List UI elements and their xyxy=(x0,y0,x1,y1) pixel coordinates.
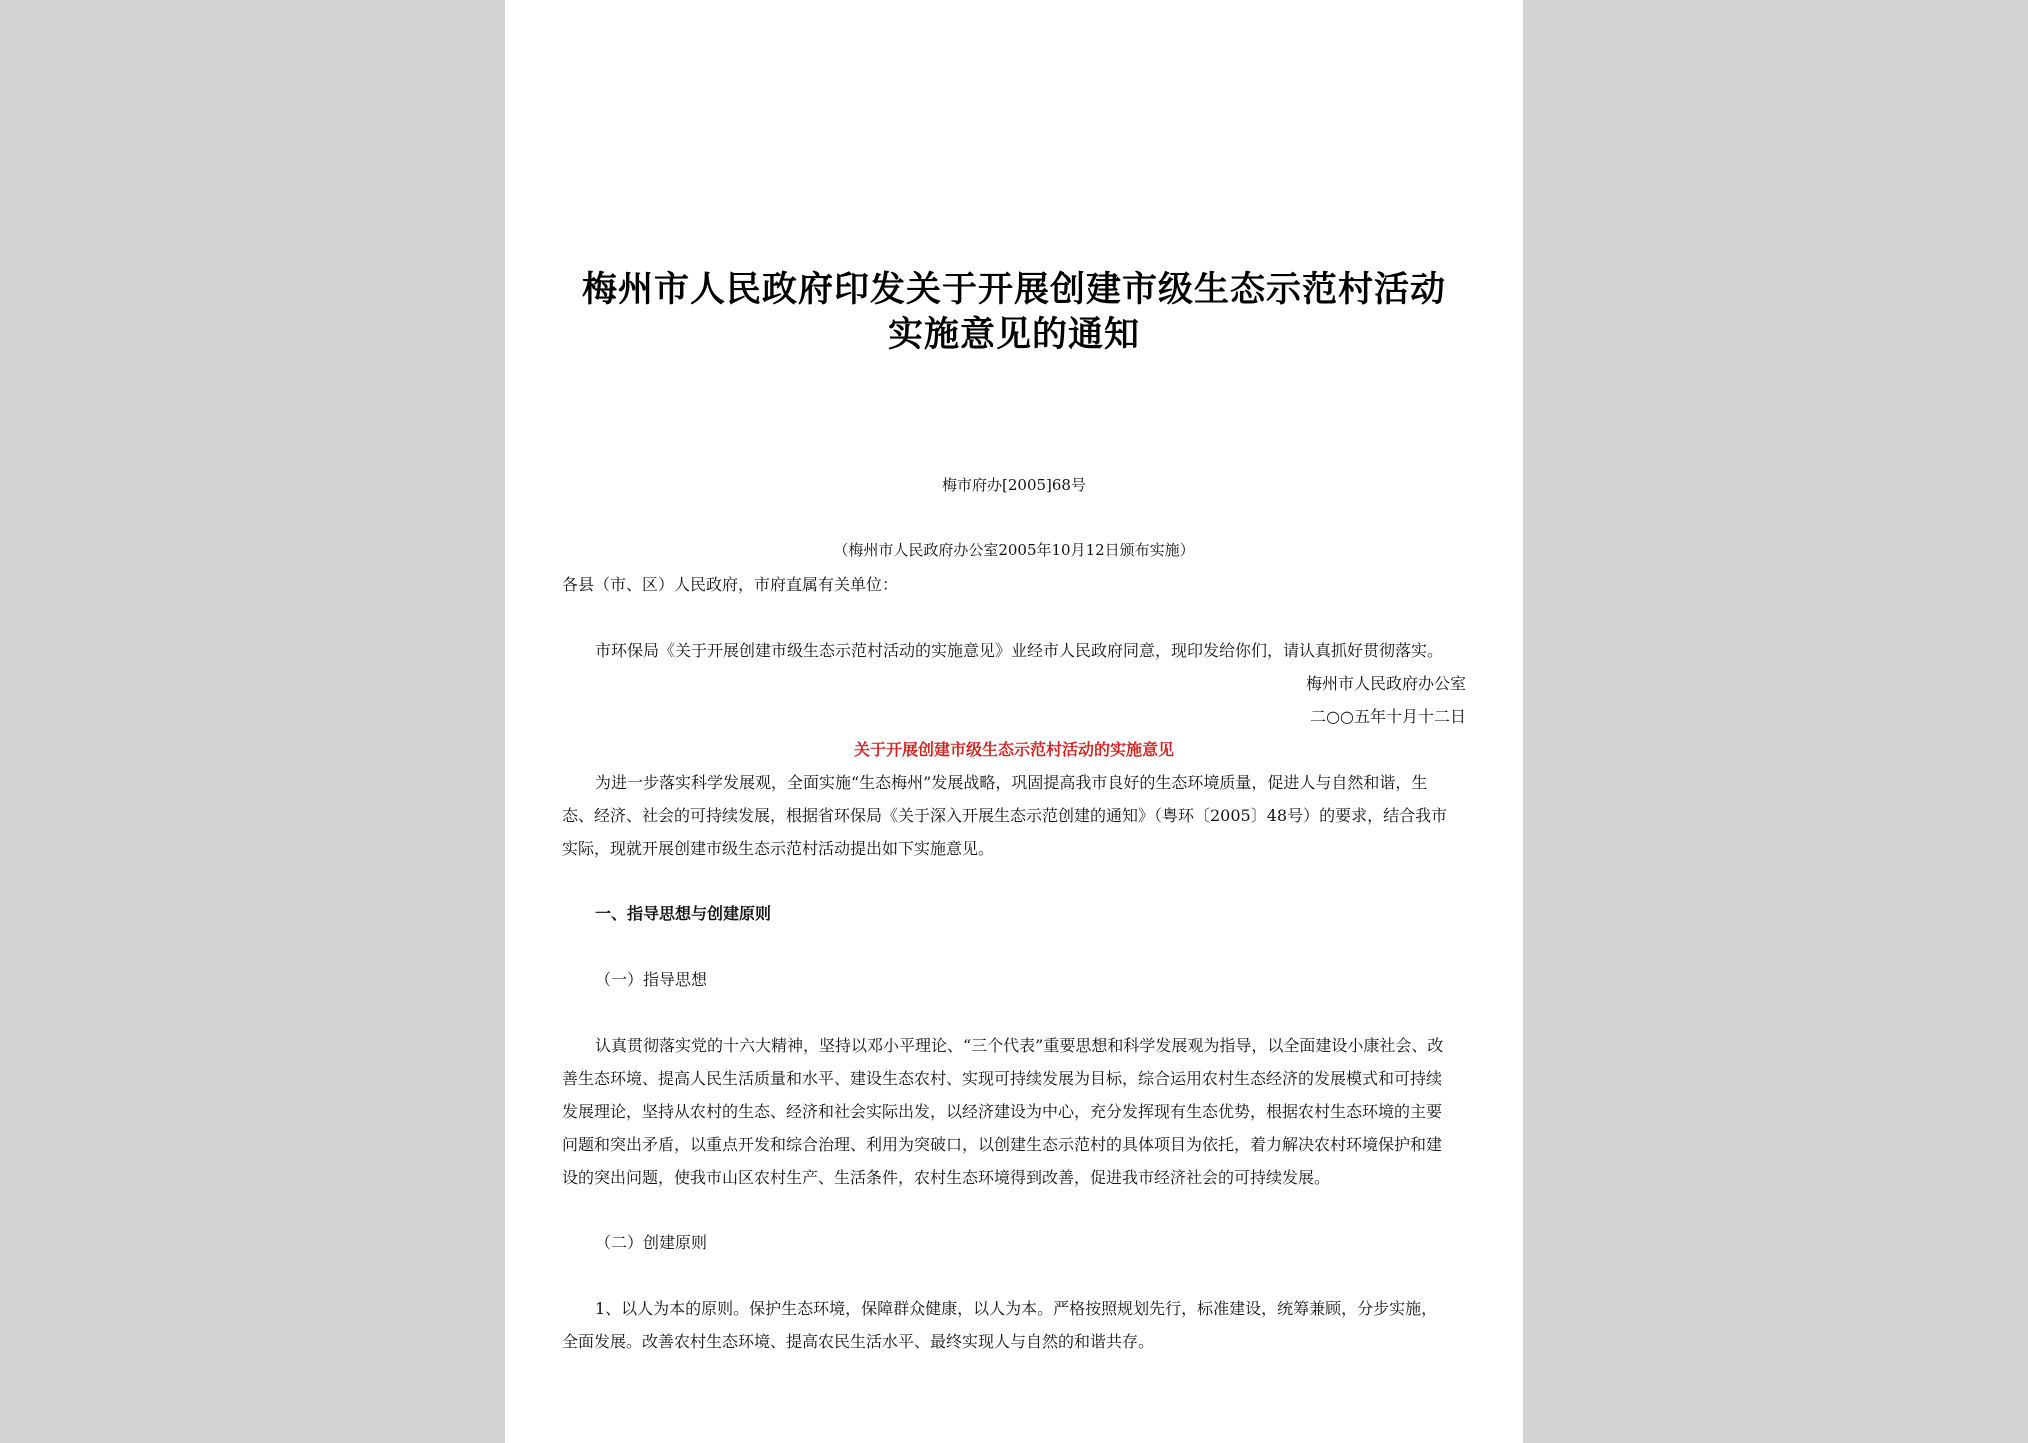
attachment-title: 关于开展创建市级生态示范村活动的实施意见 xyxy=(853,740,1174,759)
subsection-1-heading: （一）指导思想 xyxy=(595,970,708,989)
intro-paragraph: 市环保局《关于开展创建市级生态示范村活动的实施意见》业经市人民政府同意，现印发给你们，请认真抓好贯彻落实。 xyxy=(595,641,1444,660)
paragraph-1-line-2: 态、经济、社会的可持续发展，根据省环保局《关于深入开展生态示范创建的通知》（粤环〔2005〕48号）的要求，结合我市 xyxy=(562,806,1448,825)
paragraph-1-line-1: 为进一步落实科学发展观，全面实施“生态梅州”发展战略，巩固提高我市良好的生态环境质量，促进人与自然和谐，生 xyxy=(595,773,1428,792)
subsection-2-heading: （二）创建原则 xyxy=(595,1233,708,1252)
issue-date: 二○○五年十月十二日 xyxy=(1310,707,1466,726)
document-title-line-2: 实施意见的通知 xyxy=(887,314,1140,355)
paragraph-3-line-1: 1、以人为本的原则。保护生态环境，保障群众健康，以人为本。严格按照规划先行，标准建设，统筹兼顾，分步实施， xyxy=(595,1299,1438,1318)
document-page xyxy=(505,0,1523,1443)
paragraph-2-line-1: 认真贯彻落实党的十六大精神，坚持以邓小平理论、“三个代表”重要思想和科学发展观为指导，以全面建设小康社会、改 xyxy=(595,1036,1444,1055)
document-number: 梅市府办[2005]68号 xyxy=(942,476,1086,494)
paragraph-2-line-3: 发展理论，坚持从农村的生态、经济和社会实际出发，以经济建设为中心，充分发挥现有生态优势，根据农村生态环境的主要 xyxy=(562,1102,1443,1121)
paragraph-3-line-2: 全面发展。改善农村生态环境、提高农民生活水平、最终实现人与自然的和谐共存。 xyxy=(562,1332,1155,1351)
issue-note: （梅州市人民政府办公室2005年10月12日颁布实施） xyxy=(833,541,1195,559)
paragraph-1-line-3: 实际，现就开展创建市级生态示范村活动提出如下实施意见。 xyxy=(562,839,995,858)
issuer-signature: 梅州市人民政府办公室 xyxy=(1305,674,1466,693)
paragraph-2-line-2: 善生态环境、提高人民生活质量和水平、建设生态农村、实现可持续发展为目标，综合运用农村生态经济的发展模式和可持续 xyxy=(562,1069,1443,1088)
paragraph-2-line-5: 设的突出问题，使我市山区农村生产、生活条件，农村生态环境得到改善，促进我市经济社会的可持续发展。 xyxy=(562,1168,1331,1187)
recipients-line: 各县（市、区）人民政府，市府直属有关单位： xyxy=(562,575,899,594)
document-title-line-1: 梅州市人民政府印发关于开展创建市级生态示范村活动 xyxy=(581,269,1446,310)
section-1-heading: 一、指导思想与创建原则 xyxy=(595,904,772,923)
paragraph-2-line-4: 问题和突出矛盾，以重点开发和综合治理、利用为突破口，以创建生态示范村的具体项目为依托，着力解决农村环境保护和建 xyxy=(562,1135,1443,1154)
